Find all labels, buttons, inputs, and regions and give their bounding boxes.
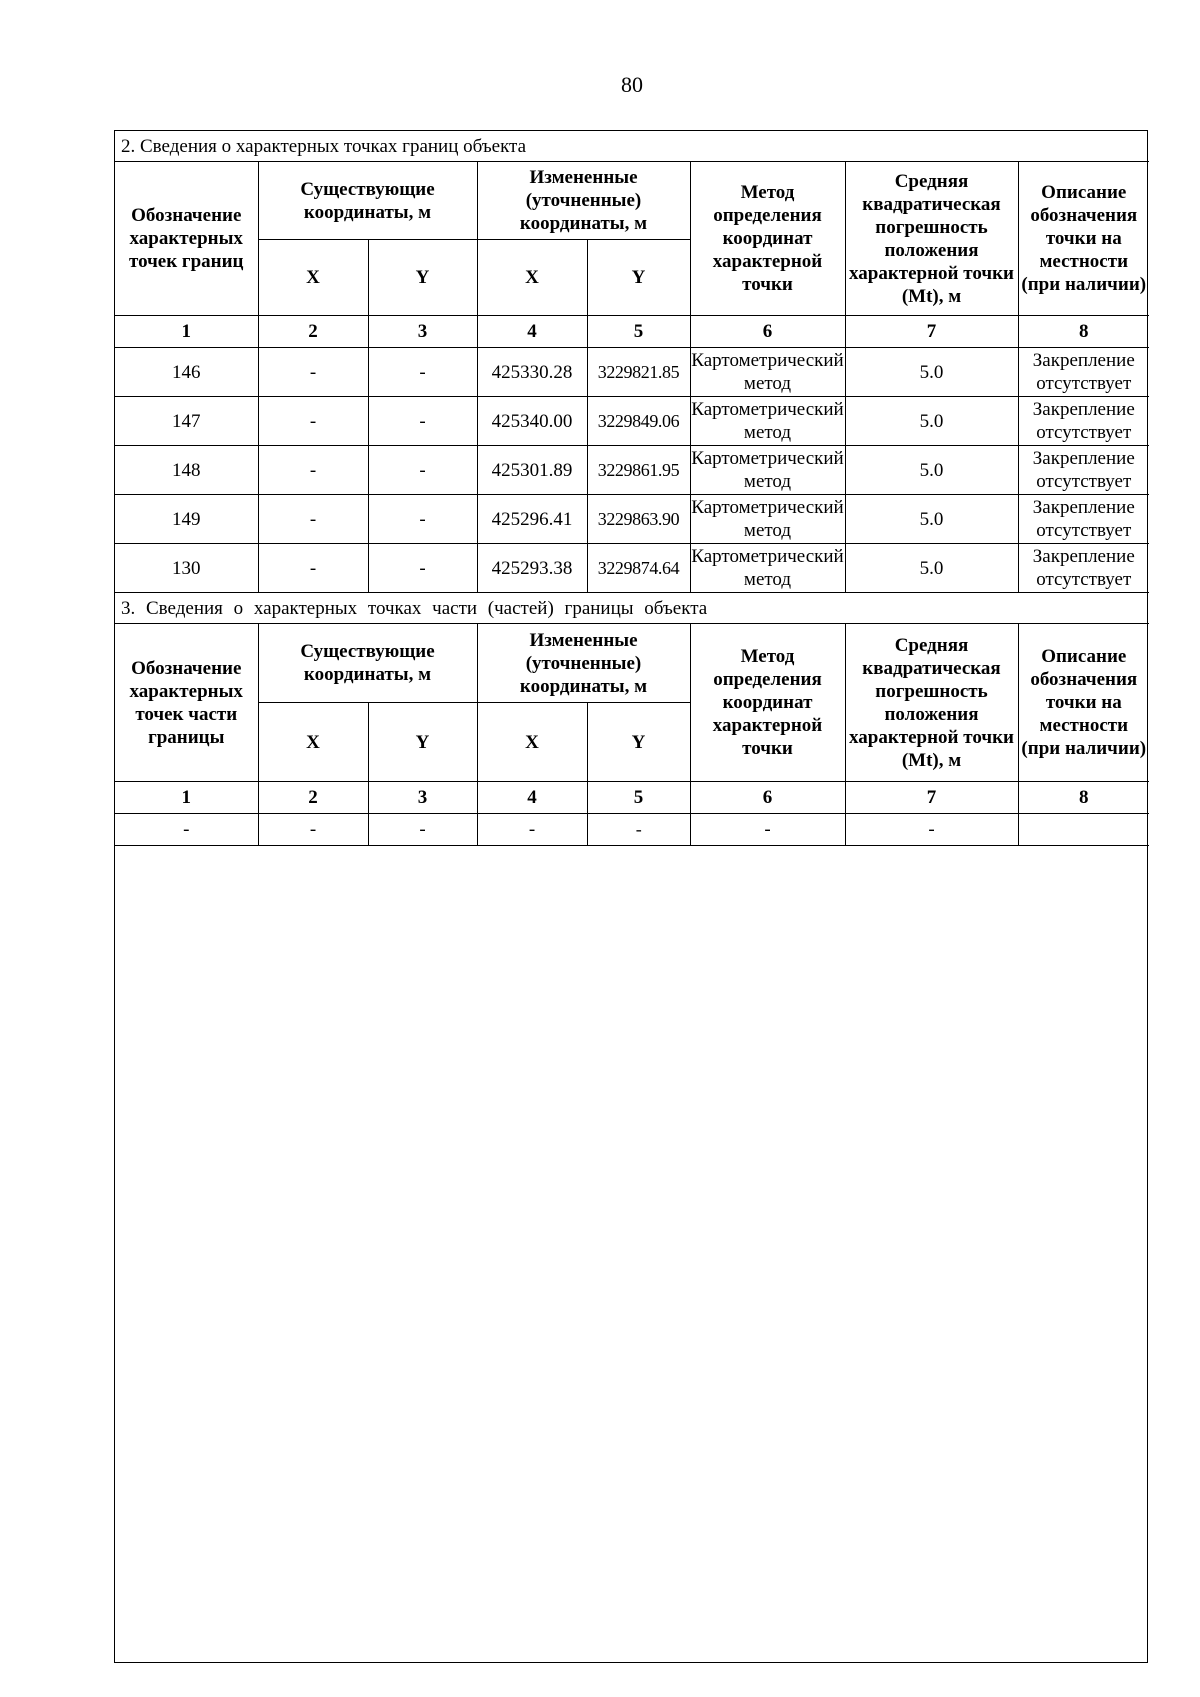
header-existing-y: Y — [368, 240, 477, 316]
header-changed-coords: Измененные (уточненные) координаты, м — [477, 624, 690, 703]
header-changed-y: Y — [587, 240, 690, 316]
changed-y-cell: 3229861.95 — [587, 446, 690, 495]
section3-table — [115, 593, 1149, 846]
header-description: Описание обозначения точки на местности (при наличии) — [1018, 624, 1149, 782]
header-designation: Обозначение характерных точек границ — [115, 162, 258, 316]
description-cell — [1018, 814, 1149, 846]
error-cell: 5.0 — [845, 397, 1018, 446]
method-cell: Картометрический метод — [690, 495, 845, 544]
column-number: 3 — [368, 782, 477, 814]
table-row — [115, 397, 1149, 446]
existing-y-cell: - — [368, 814, 477, 846]
column-number: 2 — [258, 316, 368, 348]
existing-x-cell: - — [258, 544, 368, 593]
column-number: 6 — [690, 316, 845, 348]
column-number: 6 — [690, 782, 845, 814]
changed-y-cell: 3229874.64 — [587, 544, 690, 593]
column-number: 1 — [115, 782, 258, 814]
column-number: 7 — [845, 782, 1018, 814]
description-cell: Закрепление отсутствует — [1018, 446, 1149, 495]
header-existing-coords: Существующие координаты, м — [258, 162, 477, 240]
column-number: 3 — [368, 316, 477, 348]
changed-y-cell: 3229849.06 — [587, 397, 690, 446]
header-existing-x: X — [258, 240, 368, 316]
point-id-cell: 146 — [115, 348, 258, 397]
existing-x-cell: - — [258, 446, 368, 495]
header-changed-y: Y — [587, 703, 690, 782]
column-number: 2 — [258, 782, 368, 814]
table-row — [115, 495, 1149, 544]
existing-y-cell: - — [368, 495, 477, 544]
existing-y-cell: - — [368, 397, 477, 446]
error-cell: 5.0 — [845, 446, 1018, 495]
section2-table — [115, 131, 1149, 593]
header-changed-x: X — [477, 703, 587, 782]
point-id-cell: 149 — [115, 495, 258, 544]
header-existing-coords: Существующие координаты, м — [258, 624, 477, 703]
changed-x-cell: - — [477, 814, 587, 846]
description-cell: Закрепление отсутствует — [1018, 544, 1149, 593]
changed-y-cell: - — [587, 814, 690, 846]
column-number: 1 — [115, 316, 258, 348]
existing-x-cell: - — [258, 397, 368, 446]
error-cell: 5.0 — [845, 544, 1018, 593]
method-cell: Картометрический метод — [690, 397, 845, 446]
changed-x-cell: 425330.28 — [477, 348, 587, 397]
header-changed-x: X — [477, 240, 587, 316]
description-cell: Закрепление отсутствует — [1018, 495, 1149, 544]
method-cell: - — [690, 814, 845, 846]
column-number: 8 — [1018, 782, 1149, 814]
changed-x-cell: 425301.89 — [477, 446, 587, 495]
column-number: 4 — [477, 316, 587, 348]
method-cell: Картометрический метод — [690, 446, 845, 495]
column-number: 4 — [477, 782, 587, 814]
changed-y-cell: 3229863.90 — [587, 495, 690, 544]
existing-y-cell: - — [368, 348, 477, 397]
error-cell: - — [845, 814, 1018, 846]
page-number: 80 — [621, 72, 643, 97]
table-row — [115, 544, 1149, 593]
column-number: 5 — [587, 316, 690, 348]
changed-x-cell: 425296.41 — [477, 495, 587, 544]
existing-x-cell: - — [258, 348, 368, 397]
description-cell: Закрепление отсутствует — [1018, 348, 1149, 397]
point-id-cell: 130 — [115, 544, 258, 593]
header-method: Метод определения координат характерной точки — [690, 162, 845, 316]
existing-x-cell: - — [258, 495, 368, 544]
document-frame — [114, 130, 1148, 1663]
header-existing-x: X — [258, 703, 368, 782]
column-number: 8 — [1018, 316, 1149, 348]
column-numbers-row — [115, 316, 1149, 348]
header-existing-y: Y — [368, 703, 477, 782]
changed-x-cell: 425293.38 — [477, 544, 587, 593]
existing-y-cell: - — [368, 446, 477, 495]
changed-x-cell: 425340.00 — [477, 397, 587, 446]
header-error: Средняя квадратическая погрешность положения характерной точки (Mt), м — [845, 162, 1018, 316]
table-row — [115, 814, 1149, 846]
error-cell: 5.0 — [845, 348, 1018, 397]
method-cell: Картометрический метод — [690, 544, 845, 593]
section3-title: 3. Сведения о характерных точках части (частей) границы объекта — [115, 593, 1149, 624]
point-id-cell: - — [115, 814, 258, 846]
header-description: Описание обозначения точки на местности (при наличии) — [1018, 162, 1149, 316]
existing-x-cell: - — [258, 814, 368, 846]
column-number: 5 — [587, 782, 690, 814]
error-cell: 5.0 — [845, 495, 1018, 544]
point-id-cell: 148 — [115, 446, 258, 495]
table-row — [115, 348, 1149, 397]
column-numbers-row — [115, 782, 1149, 814]
existing-y-cell: - — [368, 544, 477, 593]
table-row — [115, 446, 1149, 495]
changed-y-cell: 3229821.85 — [587, 348, 690, 397]
point-id-cell: 147 — [115, 397, 258, 446]
method-cell: Картометрический метод — [690, 348, 845, 397]
description-cell: Закрепление отсутствует — [1018, 397, 1149, 446]
column-number: 7 — [845, 316, 1018, 348]
header-changed-coords: Измененные (уточненные) координаты, м — [477, 162, 690, 240]
header-error: Средняя квадратическая погрешность положения характерной точки (Mt), м — [845, 624, 1018, 782]
header-designation: Обозначение характерных точек части границы — [115, 624, 258, 782]
header-method: Метод определения координат характерной точки — [690, 624, 845, 782]
section2-title: 2. Сведения о характерных точках границ объекта — [115, 131, 1149, 162]
